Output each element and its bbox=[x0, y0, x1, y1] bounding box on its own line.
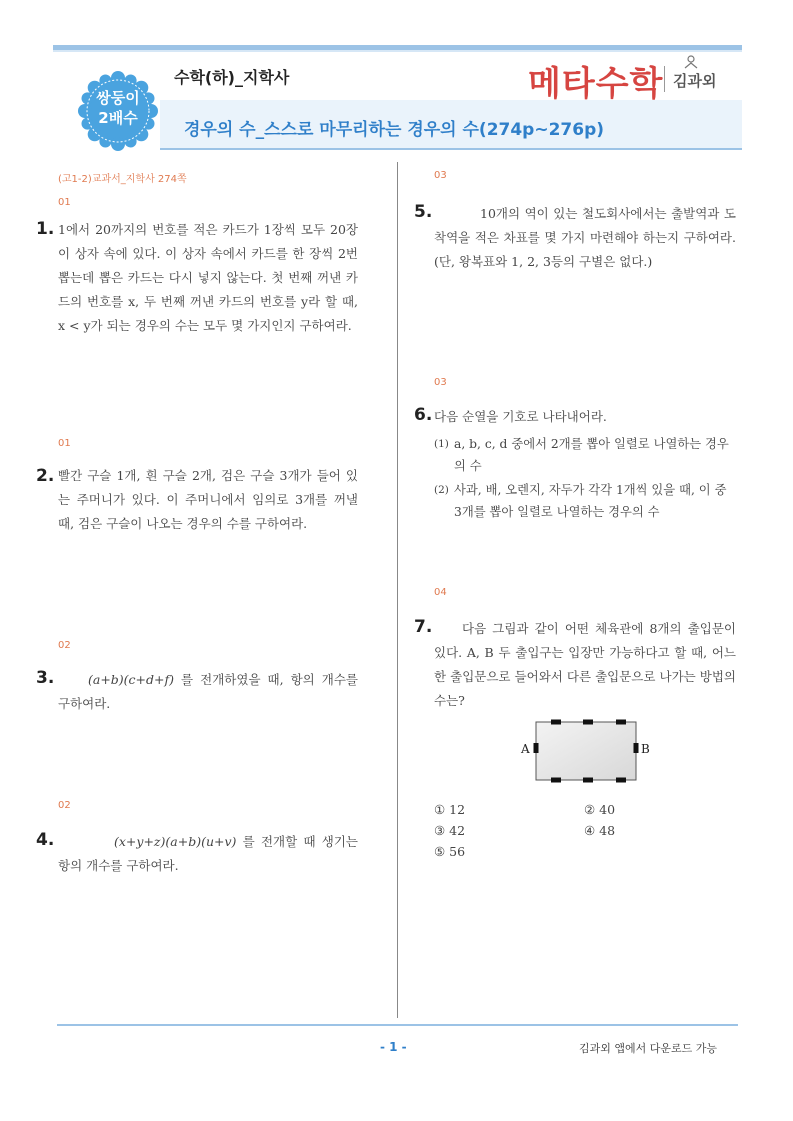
column-divider bbox=[397, 162, 398, 1018]
problem-5-number: 5. bbox=[414, 202, 433, 222]
problem-4-number: 4. bbox=[36, 830, 55, 850]
sub-2-text: 사과, 배, 오렌지, 자두가 각각 1개씩 있을 때, 이 중 3개를 뽑아 일렬로 나열하는 경우의 수 bbox=[454, 483, 727, 519]
problem-7-number: 7. bbox=[414, 617, 433, 637]
choice-4[interactable]: ④ 48 bbox=[584, 823, 616, 838]
problem-4-math: (x+y+z)(a+b)(u+v) bbox=[114, 834, 237, 849]
door-bottom-1 bbox=[551, 778, 561, 783]
problem-3-tag: 02 bbox=[58, 640, 71, 651]
badge-label bbox=[77, 88, 159, 128]
brand-logo: 메타수학 bbox=[528, 64, 664, 104]
problem-4-body: 를 전개할 때 생기는 항의 개수를 구하여라. bbox=[58, 834, 358, 873]
problem-3-math: (a+b)(c+d+f) bbox=[88, 672, 175, 687]
title-underline bbox=[160, 148, 742, 150]
problem-4-tag: 02 bbox=[58, 800, 71, 811]
problem-5-text: 10개의 역이 있는 철도회사에서는 출발역과 도착역을 적은 차표를 몇 가지 마련해야 하는지 구하여라. (단, 왕복표와 1, 2, 3등의 구별은 없다.) bbox=[434, 206, 736, 269]
problem-3-body: 를 전개하였을 때, 항의 개수를 구하여라. bbox=[58, 672, 358, 711]
gym-outline bbox=[536, 722, 636, 780]
choice-5[interactable]: ⑤ 56 bbox=[434, 844, 466, 859]
door-a bbox=[534, 743, 539, 753]
problem-7-text: 다음 그림과 같이 어떤 체육관에 8개의 출입문이 있다. A, B 두 출입구는 입장만 가능하다고 할 때, 어느 한 출입문으로 들어와서 다른 출입문으로 나가는 방법의 수는? bbox=[434, 621, 736, 708]
door-top-3 bbox=[616, 720, 626, 725]
door-bottom-3 bbox=[616, 778, 626, 783]
sub-1-text: a, b, c, d 중에서 2개를 뽑아 일렬로 나열하는 경우의 수 bbox=[454, 437, 729, 473]
badge-line1: 쌍둥이 bbox=[96, 89, 140, 107]
problem-3-text bbox=[58, 668, 358, 716]
source-note: (고1-2)교과서_지학사 274쪽 bbox=[58, 174, 187, 185]
badge-line2: 2배수 bbox=[98, 109, 138, 127]
label-a: A bbox=[521, 742, 530, 756]
door-bottom-2 bbox=[583, 778, 593, 783]
label-b: B bbox=[641, 742, 650, 756]
door-top-1 bbox=[551, 720, 561, 725]
page-title: 경우의 수_스스로 마무리하는 경우의 수(274p~276p) bbox=[184, 120, 605, 140]
secondary-logo: 김과외 bbox=[673, 72, 717, 90]
choice-2[interactable]: ② 40 bbox=[584, 802, 616, 817]
problem-6-sub-1 bbox=[434, 433, 736, 477]
problem-6-tag: 03 bbox=[434, 377, 447, 388]
header-top-stripe-light bbox=[53, 50, 742, 52]
problem-6-sub-2 bbox=[434, 479, 736, 523]
problem-1-number: 1. bbox=[36, 219, 55, 239]
door-top-2 bbox=[583, 720, 593, 725]
footer-line bbox=[57, 1024, 738, 1026]
choice-1[interactable]: ① 12 bbox=[434, 802, 466, 817]
problem-2-tag: 01 bbox=[58, 438, 71, 449]
gym-door-figure bbox=[516, 714, 652, 790]
sub-2-label: (2) bbox=[434, 484, 449, 496]
problem-6-number: 6. bbox=[414, 405, 433, 425]
door-b bbox=[634, 743, 639, 753]
problem-2-text: 빨간 구슬 1개, 흰 구슬 2개, 검은 구슬 3개가 들어 있는 주머니가 있다. 이 주머니에서 임의로 3개를 꺼낼 때, 검은 구슬이 나오는 경우의 수를 구하여라. bbox=[58, 468, 358, 531]
problem-3-number: 3. bbox=[36, 668, 55, 688]
page-number: - 1 - bbox=[380, 1040, 407, 1054]
problem-6-subs bbox=[434, 433, 736, 523]
sub-1-label: (1) bbox=[434, 438, 449, 450]
choice-3[interactable]: ③ 42 bbox=[434, 823, 466, 838]
problem-5-tag: 03 bbox=[434, 170, 447, 181]
logo-divider bbox=[664, 66, 665, 92]
subject-label: 수학(하)_지학사 bbox=[174, 68, 290, 87]
problem-6-text: 다음 순열을 기호로 나타내어라. bbox=[434, 409, 607, 424]
problem-4-text bbox=[58, 830, 358, 878]
problem-7-tag: 04 bbox=[434, 587, 447, 598]
problem-2-number: 2. bbox=[36, 466, 55, 486]
person-icon bbox=[682, 55, 700, 69]
problem-1-text: 1에서 20까지의 번호를 적은 카드가 1장씩 모두 20장이 상자 속에 있다. 이 상자 속에서 카드를 한 장씩 2번 뽑는데 뽑은 카드는 다시 넣지 않는다. 첫 번째 꺼낸 카드의 번호를 x, 두 번째 꺼낸 카드의 번호를 y라 할 때, x < y가 되는 경우의 수는 모두 몇 가지인지 구하여라. bbox=[58, 222, 358, 333]
footer-note: 김과외 앱에서 다운로드 가능 bbox=[579, 1042, 718, 1055]
problem-1-tag: 01 bbox=[58, 197, 71, 208]
